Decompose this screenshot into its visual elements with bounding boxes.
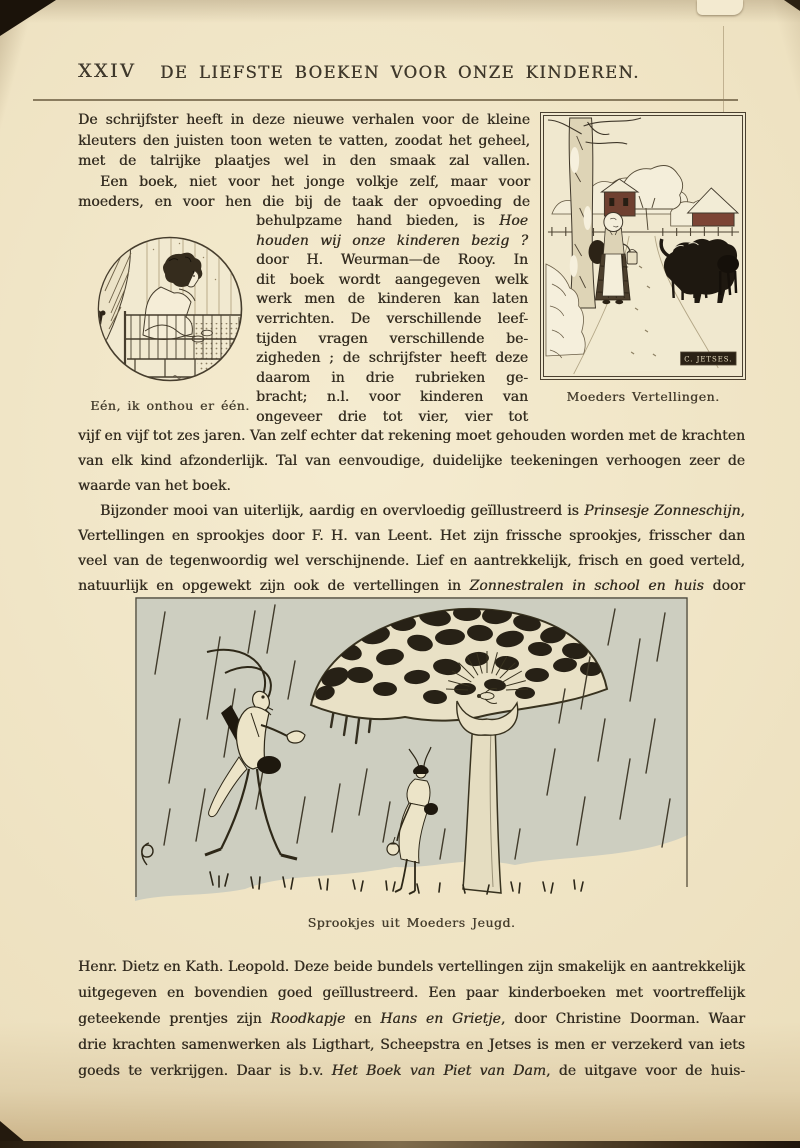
- artist-signature: [681, 352, 736, 365]
- text-line: ongeveer drie tot vier, vier tot: [256, 408, 528, 425]
- page-number: XXIV: [78, 60, 137, 82]
- text-line: zigheden ; de schrijfster heeft deze: [256, 350, 528, 367]
- dogs-figure: [661, 239, 739, 303]
- text-line: tijden vragen verschillende be-: [256, 330, 528, 347]
- winter-caption: Moeders Vertellingen.: [566, 389, 720, 404]
- text-line: Vertellingen en sprookjes door F. H. van Leent. Het zijn frissche sprookjes, frisscher dan: [78, 528, 745, 544]
- text-line: van elk kind afzonderlijk. Tal van eenvoudige, duidelijke teekeningen verhoogen zeer de: [78, 453, 745, 469]
- text-line: goeds te verkrijgen. Daar is b.v. Het Boek van Piet van Dam, de uitgave voor de huis-: [78, 1063, 745, 1079]
- text-line: met de talrijke plaatjes wel in den smaak zal vallen.: [78, 153, 530, 169]
- winter-illustration: [543, 115, 743, 377]
- torn-paper-chip: [697, 0, 743, 15]
- text-line: geteekende prentjes zijn Roodkapje en Hans en Grietje, door Christine Doorman. Waar: [78, 1011, 745, 1027]
- page-corner-shadow-top-right: [784, 0, 800, 11]
- crib-caption: Eén, ik onthou er één.: [90, 398, 250, 413]
- text-line: Henr. Dietz en Kath. Leopold. Deze beide bundels vertellingen zijn smakelijk en aantrekkelijk: [78, 959, 745, 975]
- text-line: moeders, en voor hen die bij de taak der opvoeding de: [78, 194, 530, 210]
- text-line: bracht; n.l. voor kinderen van: [256, 389, 528, 406]
- text-line: vijf en vijf tot zes jaren. Van zelf echter dat rekening moet gehouden worden met de krachten: [78, 428, 745, 444]
- text-line: houden wij onze kinderen bezig ?: [256, 232, 528, 249]
- artist-signature-text: C. JETSES.: [684, 355, 733, 364]
- text-line: drie krachten samenwerken als Ligthart, Scheepstra en Jetses is men er verzekerd van iets: [78, 1037, 745, 1053]
- text-line: veel van de tegenwoordig wel verschijnende. Lief en aantrekkelijk, frisch en goed verteld,: [78, 553, 745, 569]
- paragraph-bottom: [78, 954, 745, 1084]
- text-line: verrichten. De verschillende leef-: [256, 310, 528, 327]
- winter-illustration-frame: [540, 112, 746, 380]
- text-line: waarde van het boek.: [78, 478, 231, 494]
- page-title: DE LIEFSTE BOEKEN VOOR ONZE KINDEREN.: [160, 63, 640, 82]
- mushroom-illustration: [135, 597, 688, 905]
- text-line: Een boek, niet voor het jonge volkje zelf, maar voor: [100, 173, 530, 190]
- text-line: uitgegeven en bovendien goed geïllustreerd. Een paar kinderboeken met voortreffelijk: [78, 985, 745, 1001]
- text-line: De schrijfster heeft in deze nieuwe verhalen voor de kleine: [78, 112, 530, 128]
- crib-illustration: [95, 227, 245, 392]
- text-line: door H. Weurman—de Rooy. In: [256, 252, 528, 269]
- paragraph-middle: [78, 424, 745, 599]
- text-line: Bijzonder mooi van uiterlijk, aardig en overvloedig geïllustreerd is Prinsesje Zonneschijn,: [100, 503, 745, 519]
- text-line: behulpzame hand bieden, is Hoe: [256, 213, 528, 229]
- mushroom-caption: Sprookjes uit Moeders Jeugd.: [307, 915, 516, 930]
- text-line: dit boek wordt aangegeven welk: [256, 271, 528, 288]
- text-line: daarom in drie rubrieken ge-: [256, 369, 528, 386]
- header-rule: [33, 99, 738, 101]
- crib-illustration-svg: [95, 227, 245, 392]
- page-corner-shadow-top-left: [0, 0, 56, 36]
- paragraph-beside-circle: [256, 212, 528, 428]
- text-line: kleuters den juisten toon weten te vatten, zoodat het geheel,: [78, 132, 530, 149]
- text-line: werk men de kinderen kan laten: [256, 291, 528, 308]
- page-edge-bottom: [0, 1141, 800, 1148]
- text-line: natuurlijk en opgewekt zijn ook de vertellingen in Zonnestralen in school en huis door: [78, 578, 745, 594]
- mushroom-illustration-svg: [135, 597, 688, 905]
- paragraph-top-left-column: [78, 110, 530, 213]
- winter-illustration-svg: [544, 116, 742, 376]
